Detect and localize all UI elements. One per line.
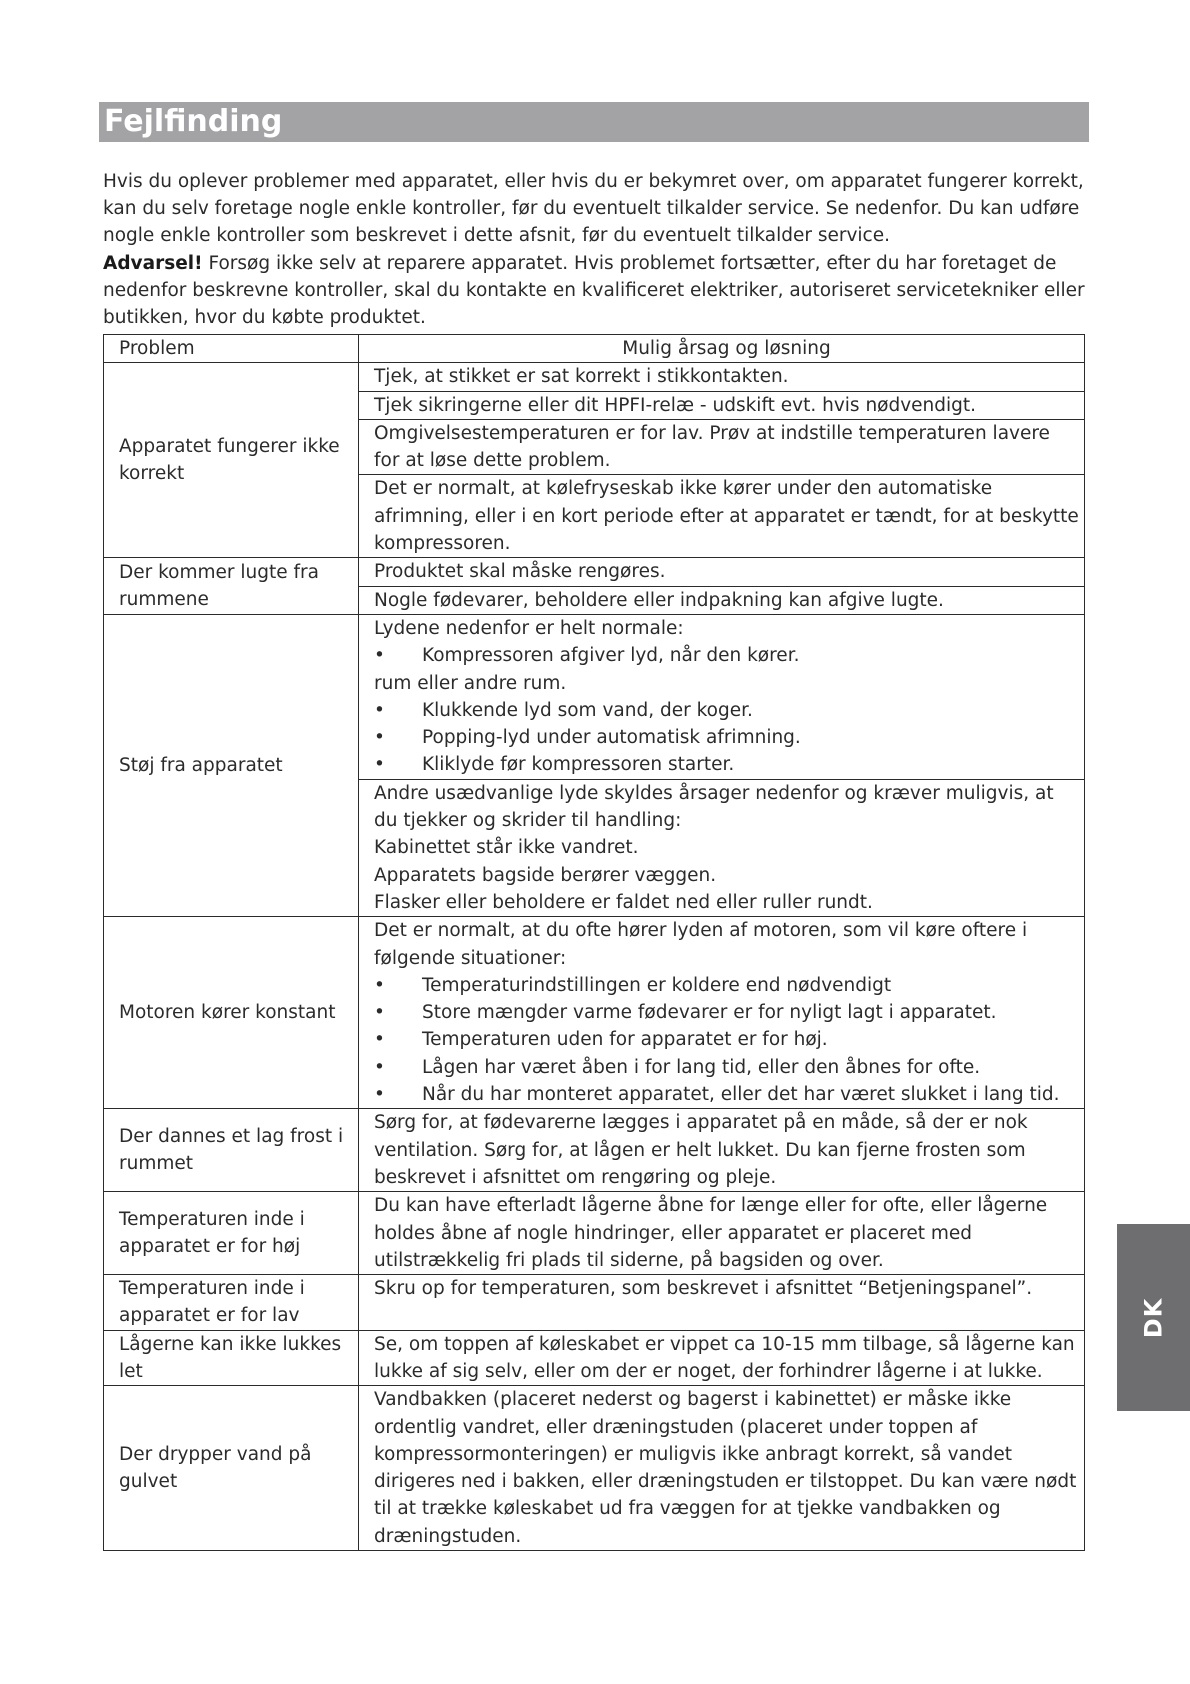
table-row	[104, 1109, 1085, 1192]
solution-cell: Sørg for, at fødevarerne lægges i apparatet på en måde, så der er nok ventilation. Sørg for, at lågen er helt lukket. Du kan fjerne frosten som beskrevet i afsnittet om rengøring og pleje.	[359, 1109, 1085, 1192]
problem-cell: Temperaturen inde i apparatet er for høj	[104, 1192, 359, 1275]
table-row	[104, 1192, 1085, 1275]
solution-cell: Produktet skal måske rengøres.	[359, 558, 1085, 586]
bullet-item: • Store mængder varme fødevarer er for nyligt lagt i apparatet.	[374, 999, 1079, 1026]
troubleshooting-table	[103, 334, 1085, 1551]
table-row	[104, 917, 1085, 1109]
table-row	[104, 1330, 1085, 1386]
bullet-item: • Kliklyde før kompressoren starter.	[374, 751, 1079, 778]
section-header	[99, 102, 1089, 142]
column-header-solution: Mulig årsag og løsning	[359, 335, 1085, 363]
warning-paragraph	[103, 250, 1088, 332]
warning-text: Forsøg ikke selv at reparere apparatet. Hvis problemet fortsætter, efter du har foretaget de nedenfor beskrevne kontroller, skal du kontakte en kvalificeret elektriker, autoriseret servicetekniker eller butikken, hvor du købte produktet.	[103, 252, 1085, 329]
solution-cell: Skru op for temperaturen, som beskrevet i afsnittet “Betjeningspanel”.	[359, 1275, 1085, 1331]
solution-line: Det er normalt, at du ofte hører lyden af motoren, som vil køre oftere i følgende situationer:	[374, 920, 1028, 969]
problem-cell: Støj fra apparatet	[104, 614, 359, 916]
solution-cell: Tjek sikringerne eller dit HPFI-relæ - udskift evt. hvis nødvendigt.	[359, 391, 1085, 419]
bullet-item: • Klukkende lyd som vand, der koger.	[374, 697, 1079, 724]
table-row	[104, 1386, 1085, 1551]
language-tab-label: DK	[1139, 1297, 1168, 1338]
bullet-item: • Kompressoren afgiver lyd, når den kører.	[374, 642, 1079, 669]
problem-cell: Der kommer lugte fra rummene	[104, 558, 359, 615]
table-row	[104, 363, 1085, 391]
column-header-problem: Problem	[104, 335, 359, 363]
table-row	[104, 1275, 1085, 1331]
warning-label: Advarsel!	[103, 252, 203, 274]
solution-cell	[359, 917, 1085, 1109]
solution-cell: Vandbakken (placeret nederst og bagerst i kabinettet) er måske ikke ordentlig vandret, eller dræningstuden (placeret under toppen af kompressormonteringen) er muligvis ikke anbragt korrekt, så vandet dirigeres ned i bakken, eller dræningstuden er tilstoppet. Du kan være nødt til at trække køleskabet ud fra væggen for at tjekke vandbakken og dræningstuden.	[359, 1386, 1085, 1551]
solution-line: Apparatets bagside berører væggen.	[374, 864, 717, 886]
bullet-item: • Popping-lyd under automatisk afrimning.	[374, 724, 1079, 751]
section-title: Fejlfinding	[104, 104, 283, 139]
intro-text	[103, 168, 1088, 331]
bullet-item: • Lågen har været åben i for lang tid, eller den åbnes for ofte.	[374, 1054, 1079, 1081]
solution-cell: Det er normalt, at kølefryseskab ikke kører under den automatiske afrimning, eller i en kort periode efter at apparatet er tændt, for at beskytte kompressoren.	[359, 475, 1085, 558]
table-header-row	[104, 335, 1085, 363]
solution-line: rum eller andre rum.	[374, 672, 567, 694]
problem-cell: Lågerne kan ikke lukkes let	[104, 1330, 359, 1386]
table-row	[104, 558, 1085, 586]
solution-cell: Du kan have efterladt lågerne åbne for længe eller for ofte, eller lågerne holdes åbne af nogle hindringer, eller apparatet er placeret med utilstrækkelig fri plads til siderne, på bagsiden og over.	[359, 1192, 1085, 1275]
problem-cell: Der dannes et lag frost i rummet	[104, 1109, 359, 1192]
bullet-item: • Temperaturindstillingen er koldere end nødvendigt	[374, 972, 1079, 999]
solution-line: Andre usædvanlige lyde skyldes årsager nedenfor og kræver muligvis, at du tjekker og skrider til handling:	[374, 782, 1054, 832]
intro-paragraph: Hvis du oplever problemer med apparatet, eller hvis du er bekymret over, om apparatet fungerer korrekt, kan du selv foretage nogle enkle kontroller, før du eventuelt tilkalder service. Se nedenfor. Du kan udføre nogle enkle kontroller som beskrevet i dette afsnit, før du eventuelt tilkalder service.	[103, 171, 1084, 247]
problem-cell: Apparatet fungerer ikke korrekt	[104, 363, 359, 558]
solution-cell: Se, om toppen af køleskabet er vippet ca 10-15 mm tilbage, så lågerne kan lukke af sig selv, eller om der er noget, der forhindrer lågerne i at lukke.	[359, 1330, 1085, 1386]
language-tab	[1117, 1224, 1190, 1411]
solution-cell	[359, 614, 1085, 779]
solution-cell: Nogle fødevarer, beholdere eller indpakning kan afgive lugte.	[359, 586, 1085, 614]
problem-cell: Der drypper vand på gulvet	[104, 1386, 359, 1551]
bullet-item: • Når du har monteret apparatet, eller det har været slukket i lang tid.	[374, 1081, 1079, 1108]
bullet-item: • Temperaturen uden for apparatet er for høj.	[374, 1026, 1079, 1053]
solution-line: Flasker eller beholdere er faldet ned eller ruller rundt.	[374, 891, 873, 913]
solution-line: Lydene nedenfor er helt normale:	[374, 617, 684, 639]
solution-cell: Tjek, at stikket er sat korrekt i stikkontakten.	[359, 363, 1085, 391]
solution-line: Kabinettet står ikke vandret.	[374, 837, 639, 859]
problem-cell: Motoren kører konstant	[104, 917, 359, 1109]
solution-cell	[359, 779, 1085, 916]
problem-cell: Temperaturen inde i apparatet er for lav	[104, 1275, 359, 1331]
solution-cell: Omgivelsestemperaturen er for lav. Prøv at indstille temperaturen lavere for at løse dette problem.	[359, 419, 1085, 475]
table-row	[104, 614, 1085, 779]
